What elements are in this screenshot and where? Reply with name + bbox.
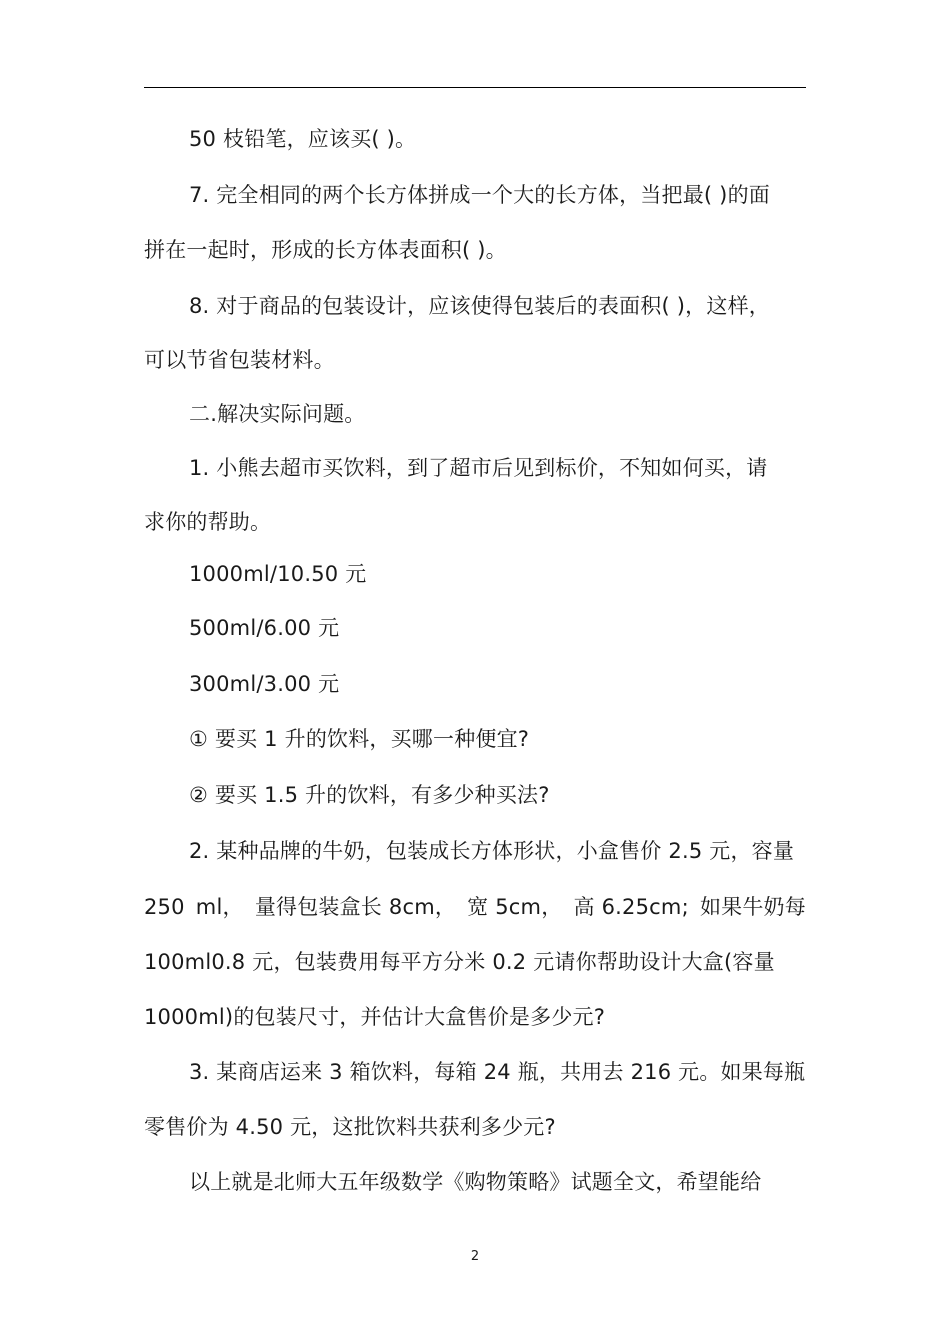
text-line: 50 枝铅笔，应该买( )。 xyxy=(189,127,417,151)
text-line: 1. 小熊去超市买饮料，到了超市后见到标价，不知如何买，请 xyxy=(189,456,768,480)
text-line: 拼在一起时，形成的长方体表面积( )。 xyxy=(144,238,507,262)
price-line: 500ml/6.00 元 xyxy=(189,616,340,640)
text-line: 2. 某种品牌的牛奶，包装成长方体形状，小盒售价 2.5 元，容量 xyxy=(189,839,795,863)
price-line: 300ml/3.00 元 xyxy=(189,672,340,696)
text-fragment: 量得包装盒长 8cm， xyxy=(254,895,457,919)
section-heading: 二.解决实际问题。 xyxy=(189,402,366,426)
text-line: 100ml0.8 元，包装费用每平方分米 0.2 元请你帮助设计大盒(容量 xyxy=(144,950,775,974)
text-line: 求你的帮助。 xyxy=(144,510,272,534)
text-line: 以上就是北师大五年级数学《购物策略》试题全文，希望能给 xyxy=(189,1170,762,1194)
text-fragment: 高 6.25cm; xyxy=(573,895,689,919)
price-line: 1000ml/10.50 元 xyxy=(189,562,367,586)
header-rule xyxy=(144,87,806,88)
text-fragment: 250 xyxy=(144,895,185,919)
text-line: 8. 对于商品的包装设计，应该使得包装后的表面积( )，这样， xyxy=(189,294,770,318)
text-line: 可以节省包装材料。 xyxy=(144,348,335,372)
text-line: 1000ml)的包装尺寸，并估计大盒售价是多少元? xyxy=(144,1005,606,1029)
question-line: ② 要买 1.5 升的饮料，有多少种买法? xyxy=(189,783,550,807)
text-fragment: 如果牛奶每 xyxy=(699,895,806,919)
text-line: 3. 某商店运来 3 箱饮料，每箱 24 瓶，共用去 216 元。如果每瓶 xyxy=(189,1060,806,1084)
page-number: 2 xyxy=(470,1249,480,1264)
text-fragment: 宽 5cm， xyxy=(467,895,563,919)
text-line-justified xyxy=(144,893,806,921)
text-line: 零售价为 4.50 元，这批饮料共获利多少元? xyxy=(144,1115,556,1139)
text-line: 7. 完全相同的两个长方体拼成一个大的长方体，当把最( )的面 xyxy=(189,183,770,207)
text-fragment: ml， xyxy=(195,895,244,919)
question-line: ① 要买 1 升的饮料，买哪一种便宜? xyxy=(189,727,530,751)
